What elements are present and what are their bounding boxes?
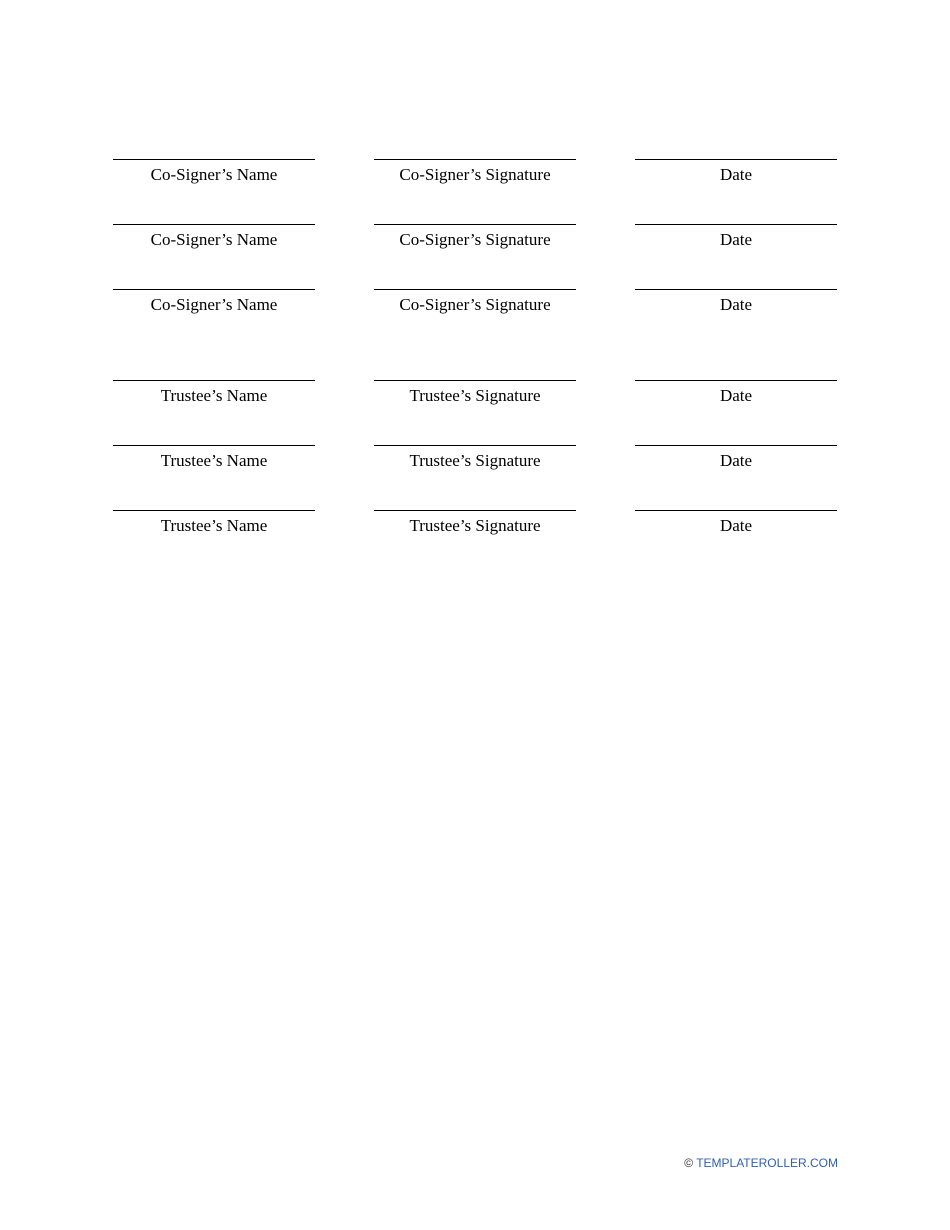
date-line[interactable] [635,224,837,225]
name-signature-line[interactable] [113,380,315,381]
cosigner-name-label: Co-Signer’s Name [150,295,278,314]
signature-line[interactable] [374,224,576,225]
templateroller-link[interactable]: TEMPLATEROLLER.COM [696,1156,838,1170]
date-label: Date [719,295,753,314]
signature-line[interactable] [374,510,576,511]
date-line[interactable] [635,380,837,381]
cosigner-signature-label: Co-Signer’s Signature [399,165,551,184]
footer-copyright [684,1155,838,1171]
trustee-name-label: Trustee’s Name [160,386,268,405]
date-label: Date [719,165,753,184]
date-line[interactable] [635,445,837,446]
cosigner-signature-label: Co-Signer’s Signature [399,230,551,249]
trustee-row [0,380,950,430]
name-signature-line[interactable] [113,445,315,446]
name-signature-line[interactable] [113,289,315,290]
date-line[interactable] [635,289,837,290]
signature-line[interactable] [374,445,576,446]
name-signature-line[interactable] [113,510,315,511]
cosigner-name-label: Co-Signer’s Name [150,165,278,184]
trustee-name-label: Trustee’s Name [160,451,268,470]
trustee-name-label: Trustee’s Name [160,516,268,535]
cosigner-row [0,159,950,209]
cosigner-name-label: Co-Signer’s Name [150,230,278,249]
name-signature-line[interactable] [113,159,315,160]
trustee-row [0,510,950,560]
signature-line[interactable] [374,289,576,290]
date-label: Date [719,230,753,249]
trustee-signature-label: Trustee’s Signature [409,386,541,405]
cosigner-signature-label: Co-Signer’s Signature [399,295,551,314]
cosigner-row [0,224,950,274]
date-line[interactable] [635,510,837,511]
copyright-symbol: © [684,1156,694,1170]
name-signature-line[interactable] [113,224,315,225]
trustee-signature-label: Trustee’s Signature [409,516,541,535]
cosigner-row [0,289,950,339]
date-line[interactable] [635,159,837,160]
trustee-signature-label: Trustee’s Signature [409,451,541,470]
date-label: Date [719,386,753,405]
signature-line[interactable] [374,380,576,381]
date-label: Date [719,451,753,470]
trustee-row [0,445,950,495]
signature-line[interactable] [374,159,576,160]
date-label: Date [719,516,753,535]
